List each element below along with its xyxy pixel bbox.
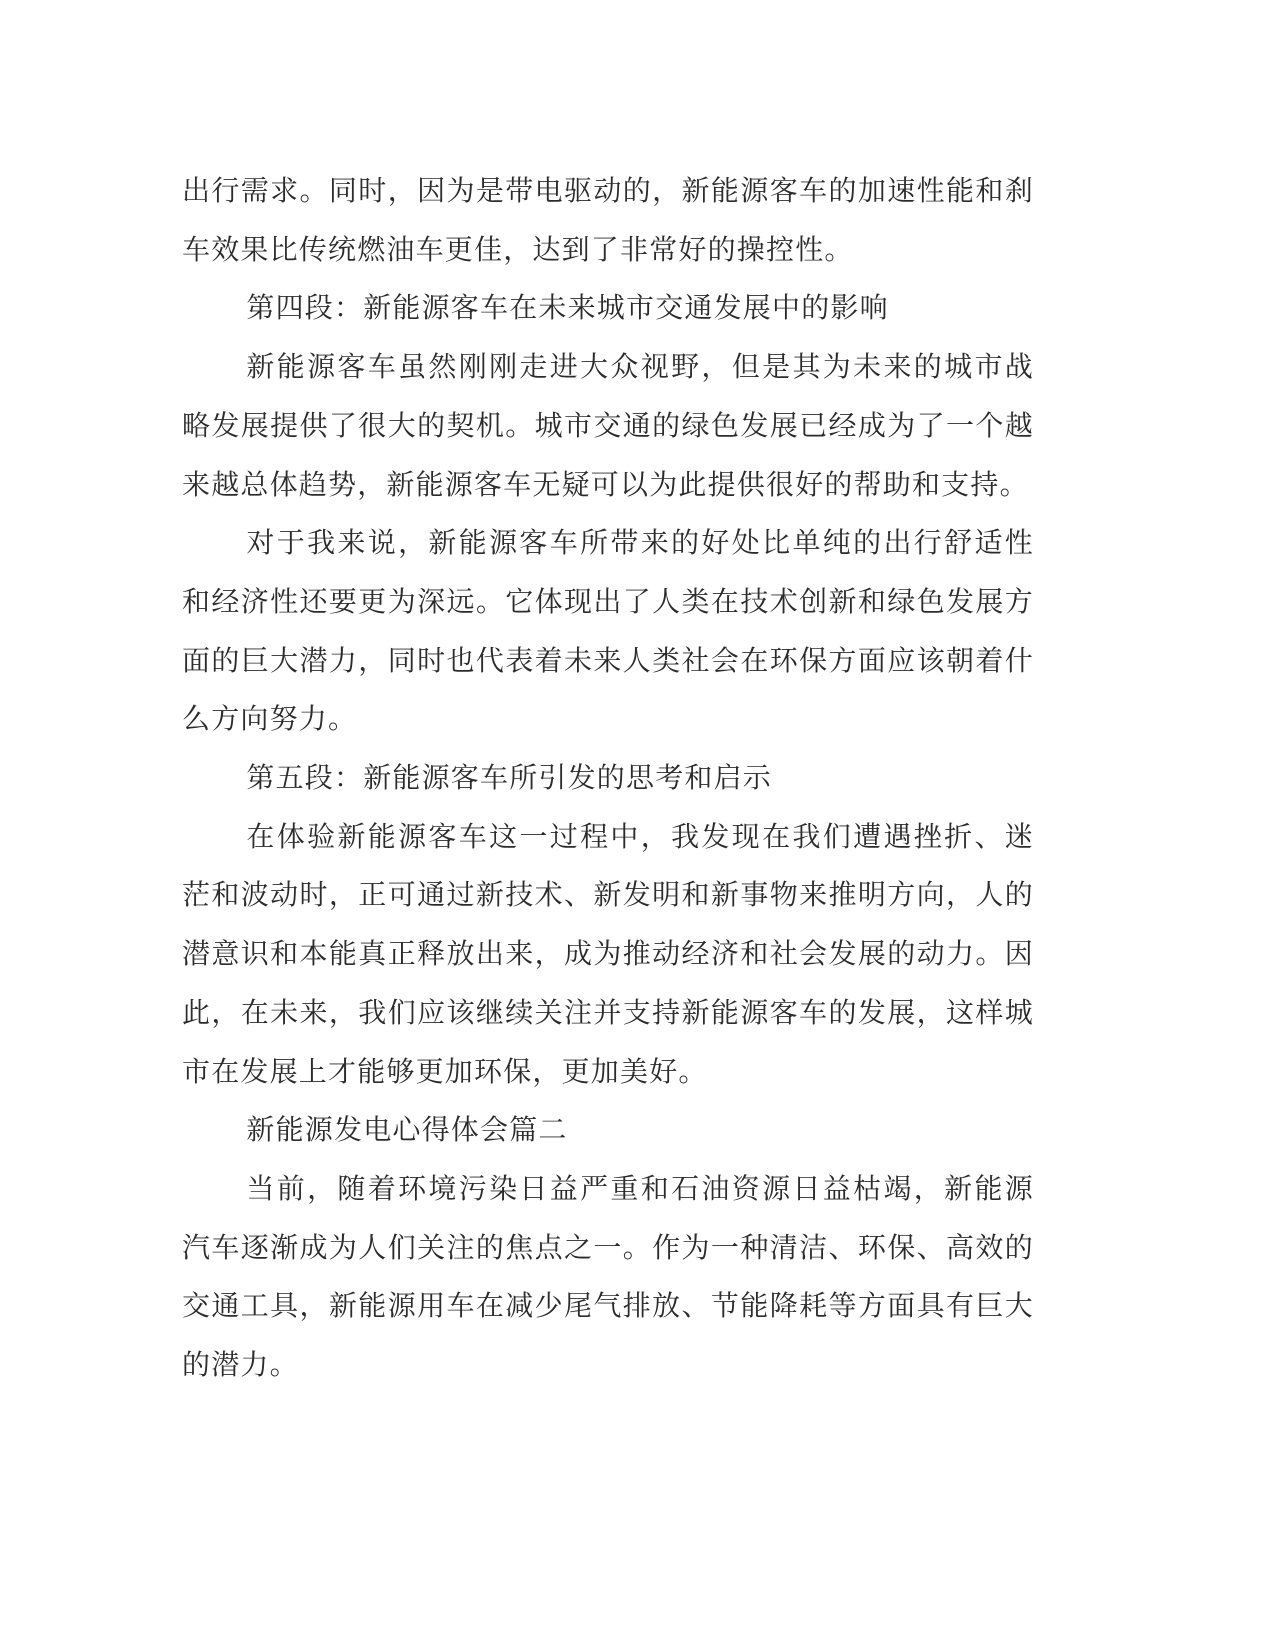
paragraph-reflection: 在体验新能源客车这一过程中，我发现在我们遭遇挫折、迷茫和波动时，正可通过新技术、新发明和新事物来推明方向，人的潜意识和本能真正释放出来，成为推动经济和社会发展的动力。因此，在未来，我们应该继续关注并支持新能源客车的发展，这样城市在发展上才能够更加环保，更加美好。 (182, 819, 1034, 1088)
document-body (182, 162, 1034, 1395)
section-heading-four: 第四段：新能源客车在未来城市交通发展中的影响 (246, 291, 889, 325)
paragraph-continued-text: 出行需求。同时，因为是带电驱动的，新能源客车的加速性能和刹车效果比传统燃油车更佳，达到了非常好的操控性。 (182, 174, 1034, 266)
section-heading-five: 第五段：新能源客车所引发的思考和启示 (246, 761, 772, 795)
paragraph-article-two-intro: 当前，随着环境污染日益严重和石油资源日益枯竭，新能源汽车逐渐成为人们关注的焦点之一。作为一种清洁、环保、高效的交通工具，新能源用车在减少尾气排放、节能降耗等方面具有巨大的潜力。 (182, 1171, 1034, 1382)
article-two-title: 新能源发电心得体会篇二 (246, 1113, 568, 1147)
paragraph-personal-view: 对于我来说，新能源客车所带来的好处比单纯的出行舒适性和经济性还要更为深远。它体现出了人类在技术创新和绿色发展方面的巨大潜力，同时也代表着未来人类社会在环保方面应该朝着什么方向努力。 (182, 526, 1034, 736)
paragraph-future-impact: 新能源客车虽然刚刚走进大众视野，但是其为未来的城市战略发展提供了很大的契机。城市交通的绿色发展已经成为了一个越来越总体趋势，新能源客车无疑可以为此提供很好的帮助和支持。 (182, 350, 1034, 501)
